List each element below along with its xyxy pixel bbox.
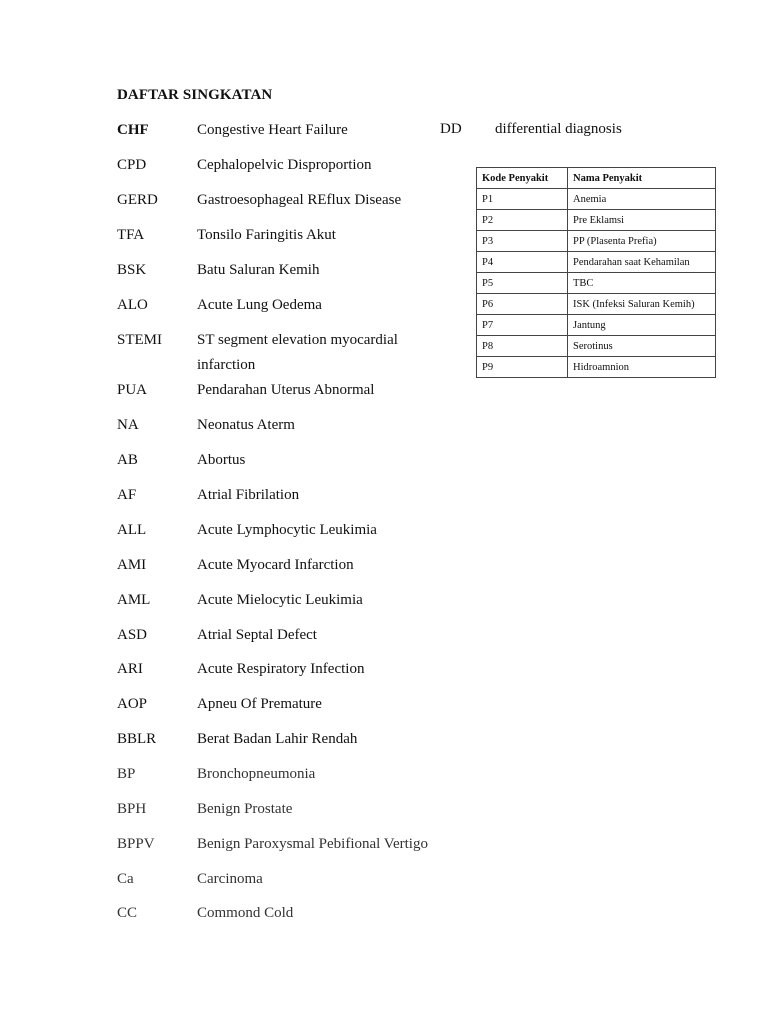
table-row <box>477 252 716 273</box>
table-cell-name: ISK (Infeksi Saluran Kemih) <box>568 294 716 315</box>
abbr-definition: Bronchopneumonia <box>197 766 316 782</box>
abbr-code: AOP <box>117 696 148 712</box>
page-title: DAFTAR SINGKATAN <box>117 87 273 103</box>
table-row <box>477 357 716 378</box>
abbr-code: TFA <box>117 227 145 243</box>
abbr-definition: Pendarahan Uterus Abnormal <box>197 382 375 398</box>
abbr-code: Ca <box>117 871 134 887</box>
abbr-definition: Acute Lung Oedema <box>197 297 322 313</box>
abbr-definition: ST segment elevation myocardial infarction <box>197 332 398 373</box>
abbr-definition: Gastroesophageal REflux Disease <box>197 192 402 208</box>
abbr-code: CHF <box>117 122 149 138</box>
table-row <box>477 210 716 231</box>
abbr-code: BPH <box>117 801 147 817</box>
abbr-code: ALO <box>117 297 148 313</box>
table-cell-code: P6 <box>477 294 568 315</box>
abbr-code: PUA <box>117 382 148 398</box>
abbr-code: CPD <box>117 157 147 173</box>
abbr-code: BPPV <box>117 836 155 852</box>
abbr-definition: Atrial Septal Defect <box>197 627 317 643</box>
abbr-definition: Acute Lymphocytic Leukimia <box>197 522 377 538</box>
abbr-definition: Berat Badan Lahir Rendah <box>197 731 358 747</box>
abbr-code: NA <box>117 417 139 433</box>
abbr-code: GERD <box>117 192 158 208</box>
abbr-code: CC <box>117 905 138 921</box>
abbr-code: BP <box>117 766 136 782</box>
dd-code: DD <box>440 121 462 137</box>
table-cell-name: Pendarahan saat Kehamilan <box>568 252 716 273</box>
abbr-definition: Benign Paroxysmal Pebifional Vertigo <box>197 836 428 852</box>
table-cell-name: Anemia <box>568 189 716 210</box>
abbr-code: BBLR <box>117 731 157 747</box>
abbr-definition: Batu Saluran Kemih <box>197 262 320 278</box>
abbr-definition: Benign Prostate <box>197 801 293 817</box>
abbr-definition: Abortus <box>197 452 246 468</box>
table-row <box>477 336 716 357</box>
abbr-definition: Cephalopelvic Disproportion <box>197 157 372 173</box>
abbr-code: AML <box>117 592 151 608</box>
table-cell-name: TBC <box>568 273 716 294</box>
table-row <box>477 189 716 210</box>
abbr-definition: Apneu Of Premature <box>197 696 322 712</box>
table-cell-code: P7 <box>477 315 568 336</box>
table-cell-name: Serotinus <box>568 336 716 357</box>
abbr-definition: Congestive Heart Failure <box>197 122 348 138</box>
table-row <box>477 273 716 294</box>
table-cell-name: PP (Plasenta Prefia) <box>568 231 716 252</box>
abbr-code: STEMI <box>117 332 162 348</box>
table-cell-name: Pre Eklamsi <box>568 210 716 231</box>
table-header-row <box>477 168 716 189</box>
table-row <box>477 294 716 315</box>
abbr-definition: Atrial Fibrilation <box>197 487 300 503</box>
table-row <box>477 315 716 336</box>
table-cell-code: P5 <box>477 273 568 294</box>
table-cell-code: P2 <box>477 210 568 231</box>
abbr-code: ALL <box>117 522 147 538</box>
abbr-code: ASD <box>117 627 148 643</box>
abbr-code: ARI <box>117 661 143 677</box>
dd-definition: differential diagnosis <box>495 121 622 137</box>
table-header-name: Nama Penyakit <box>568 168 716 189</box>
abbr-definition: Acute Myocard Infarction <box>197 557 354 573</box>
abbr-code: AMI <box>117 557 147 573</box>
table-row <box>477 231 716 252</box>
abbr-definition: Acute Respiratory Infection <box>197 661 365 677</box>
table-cell-code: P8 <box>477 336 568 357</box>
abbr-code: BSK <box>117 262 147 278</box>
abbr-definition: Neonatus Aterm <box>197 417 295 433</box>
abbr-definition: Carcinoma <box>197 871 263 887</box>
disease-code-table <box>476 167 716 378</box>
table-cell-code: P9 <box>477 357 568 378</box>
table-cell-name: Jantung <box>568 315 716 336</box>
table-cell-code: P3 <box>477 231 568 252</box>
table-cell-name: Hidroamnion <box>568 357 716 378</box>
table-cell-code: P4 <box>477 252 568 273</box>
abbr-code: AF <box>117 487 137 503</box>
table-header-code: Kode Penyakit <box>477 168 568 189</box>
abbr-definition: Acute Mielocytic Leukimia <box>197 592 363 608</box>
abbr-definition: Tonsilo Faringitis Akut <box>197 227 336 243</box>
abbr-definition: Commond Cold <box>197 905 294 921</box>
abbr-code: AB <box>117 452 138 468</box>
table-cell-code: P1 <box>477 189 568 210</box>
